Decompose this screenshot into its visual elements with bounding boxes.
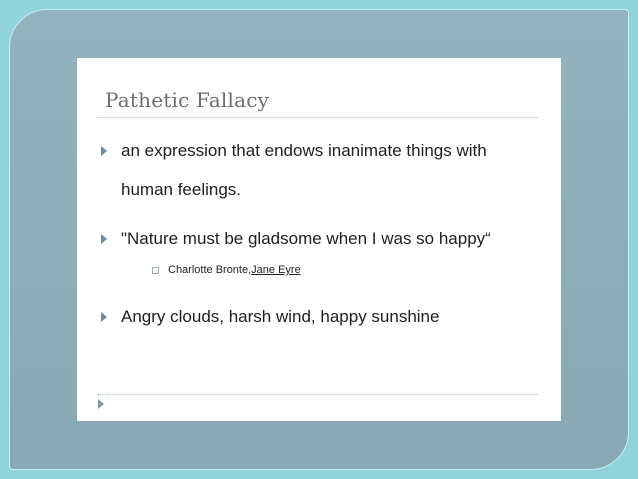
- bullet-2-text: "Nature must be gladsome when I was so happy“: [121, 229, 491, 248]
- bullet-1-text: an expression that endows inanimate things with: [121, 141, 487, 160]
- bullet-1-continuation: human feelings.: [121, 180, 242, 199]
- bullet-1: [101, 141, 487, 161]
- citation-author: Charlotte Bronte,: [168, 264, 252, 276]
- slide-title: Pathetic Fallacy: [105, 88, 270, 112]
- bullet-2: [101, 229, 491, 249]
- triangle-right-icon: [101, 146, 107, 156]
- slide-canvas: [77, 58, 561, 421]
- bullet-3: [101, 307, 439, 327]
- square-bullet-icon: [152, 267, 159, 274]
- footer-divider: [97, 394, 537, 395]
- citation-work-link[interactable]: Jane Eyre: [251, 264, 301, 276]
- triangle-right-icon: [101, 312, 107, 322]
- title-divider: [97, 117, 537, 118]
- sub-bullet-citation: [152, 264, 301, 276]
- play-arrow-icon[interactable]: [98, 399, 104, 409]
- triangle-right-icon: [101, 234, 107, 244]
- bullet-3-text: Angry clouds, harsh wind, happy sunshine: [121, 307, 440, 326]
